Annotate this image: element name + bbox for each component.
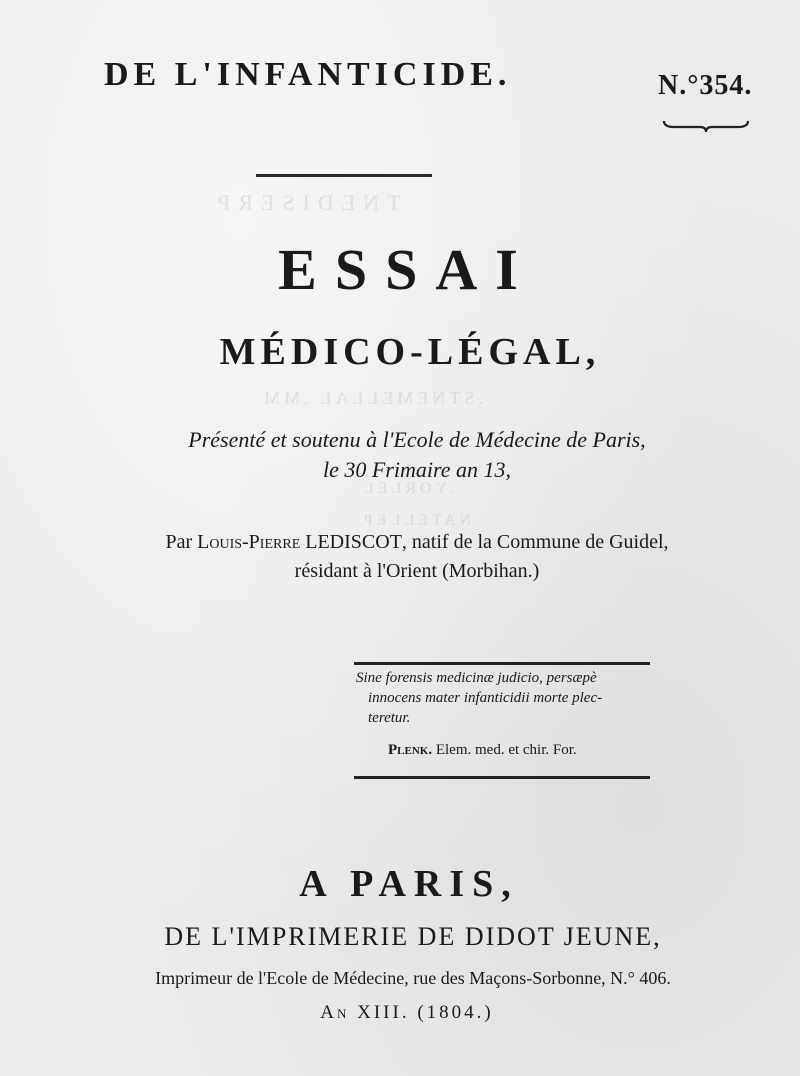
epigraph	[356, 668, 656, 728]
show-through-text: .YORLEL	[360, 480, 456, 497]
presentation-line-1: Présenté et soutenu à l'Ecole de Médecine de Paris,	[188, 427, 646, 452]
show-through-text: TNEDISERP	[210, 190, 401, 215]
presentation-line-2: le 30 Frimaire an 13,	[323, 457, 511, 482]
main-title: ESSAI	[278, 237, 536, 302]
author-name: Louis-Pierre LEDISCOT	[197, 531, 402, 553]
epigraph-rule-bottom	[354, 776, 650, 779]
presentation-block	[0, 425, 800, 485]
epigraph-attribution	[388, 742, 577, 759]
folio-number: N.°354.	[658, 70, 753, 101]
epigraph-line-1: Sine forensis medicinæ judicio, persæpè	[356, 670, 597, 686]
show-through-text: .STNEMELLAL .MM	[260, 388, 483, 408]
imprint-year-republican: An XIII.	[320, 1002, 410, 1023]
imprint-printer-details: Imprimeur de l'Ecole de Médecine, rue des Maçons-Sorbonne, N.° 406.	[155, 968, 671, 988]
epigraph-source: Elem. med. et chir. For.	[432, 742, 577, 758]
imprint-city: A PARIS,	[299, 863, 519, 905]
epigraph-author: Plenk.	[388, 742, 433, 758]
author-prefix: Par	[165, 531, 198, 553]
author-residence: résidant à l'Orient (Morbihan.)	[294, 560, 540, 582]
author-line-1	[34, 528, 800, 557]
ornamental-rule	[256, 174, 432, 177]
imprint-printer: DE L'IMPRIMERIE DE DIDOT JEUNE,	[164, 922, 662, 951]
show-through-text: NATELLEP	[360, 512, 472, 529]
running-title: DE L'INFANTICIDE.	[104, 56, 512, 93]
epigraph-line-2: innocens mater infanticidii morte plec-	[368, 690, 603, 706]
brace-ornament	[662, 118, 750, 134]
author-origin: , natif de la Commune de Guidel,	[401, 531, 669, 553]
author-block	[0, 528, 800, 586]
imprint-year-gregorian: (1804.)	[409, 1002, 494, 1023]
epigraph-rule-top	[354, 662, 650, 665]
imprint-date	[0, 1002, 800, 1024]
subtitle: MÉDICO-LÉGAL,	[219, 331, 601, 373]
epigraph-line-3: teretur.	[368, 710, 411, 726]
